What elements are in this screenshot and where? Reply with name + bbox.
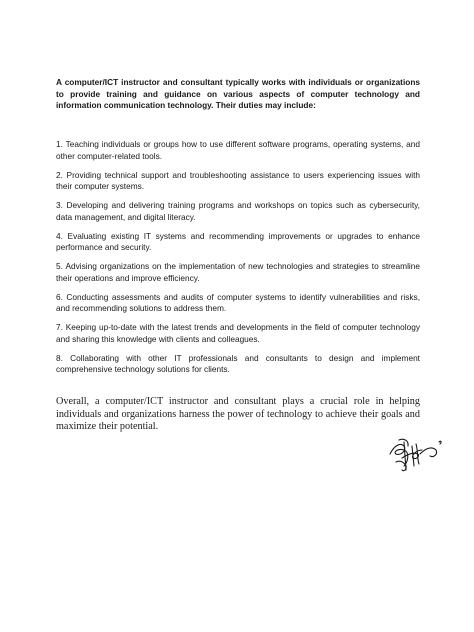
intro-paragraph: A computer/ICT instructor and consultant typically works with individuals or organizations to provide training and guidance on various aspects of computer technology and information communication technology. Their duties may include: <box>56 77 420 110</box>
duty-item: 3. Developing and delivering training programs and workshops on topics such as cybersecurity, data management, and digital literacy. <box>56 200 420 222</box>
duty-item: 6. Conducting assessments and audits of computer systems to identify vulnerabilities and risks, and recommending solutions to address them. <box>56 291 420 313</box>
duty-item: 2. Providing technical support and troubleshooting assistance to users experiencing issues with their computer systems. <box>56 169 420 191</box>
duty-item: 1. Teaching individuals or groups how to use different software programs, operating systems, and other computer-related tools. <box>56 139 420 161</box>
duty-item: 4. Evaluating existing IT systems and recommending improvements or upgrades to enhance performance and security. <box>56 230 420 252</box>
closing-paragraph: Overall, a computer/ICT instructor and consultant plays a crucial role in helping individuals and organizations harness the power of technology to achieve their goals and maximize their potential. <box>56 396 420 432</box>
duty-item: 7. Keeping up-to-date with the latest trends and developments in the field of computer technology and sharing this knowledge with clients and colleagues. <box>56 322 420 344</box>
duty-item: 5. Advising organizations on the implementation of new technologies and strategies to streamline their operations and improve efficiency. <box>56 261 420 283</box>
handwritten-signature <box>384 432 446 476</box>
duty-item: 8. Collaborating with other IT professionals and consultants to design and implement comprehensive technology solutions for clients. <box>56 352 420 374</box>
duties-list <box>56 139 420 383</box>
